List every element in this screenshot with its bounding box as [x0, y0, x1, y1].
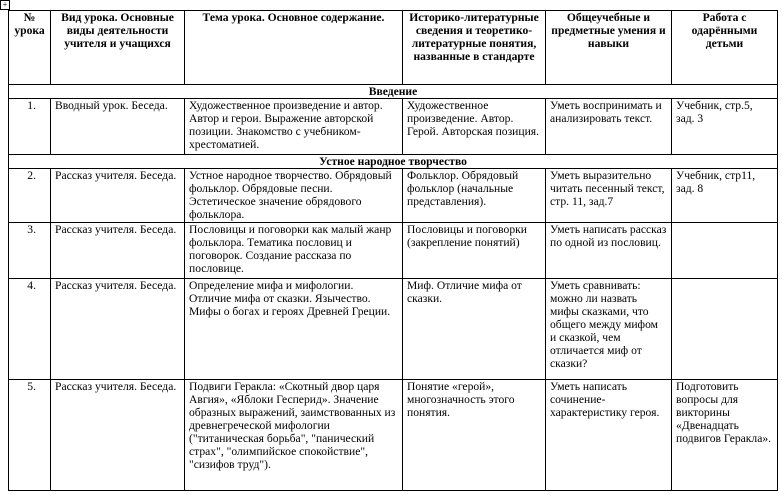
cell-topic: Пословицы и поговорки как малый жанр фольклора. Тематика пословиц и поговорок. Создание рассказа по пословице. [185, 223, 403, 279]
table-row [9, 279, 778, 380]
cell-gifted [672, 223, 778, 279]
cell-number: 4. [9, 279, 51, 380]
table-row [9, 169, 778, 223]
lesson-plan-table [8, 10, 778, 491]
table-row [9, 99, 778, 155]
section-row [9, 155, 778, 169]
header-lesson-topic: Тема урока. Основное содержание. [185, 11, 403, 85]
cell-number: 2. [9, 169, 51, 223]
cell-type: Рассказ учителя. Беседа. [51, 169, 185, 223]
header-lesson-number: № урока [9, 11, 51, 85]
section-row [9, 85, 778, 99]
cell-skills: Уметь воспринимать и анализировать текст. [546, 99, 672, 155]
cell-skills: Уметь сравнивать: можно ли назвать мифы сказками, что общего между мифом и сказкой, чем отличается миф от сказки? [546, 279, 672, 380]
cell-gifted: Учебник, стр.5, зад. 3 [672, 99, 778, 155]
table-row [9, 223, 778, 279]
cell-type: Рассказ учителя. Беседа. [51, 223, 185, 279]
cell-type: Вводный урок. Беседа. [51, 99, 185, 155]
cell-gifted: Подготовить вопросы для викторины «Двенадцать подвигов Геракла». [672, 380, 778, 491]
header-lesson-type: Вид урока. Основные виды деятельности учителя и учащихся [51, 11, 185, 85]
table-move-handle-icon[interactable]: + [0, 0, 10, 10]
cell-number: 5. [9, 380, 51, 491]
cell-gifted: Учебник, стр11, зад. 8 [672, 169, 778, 223]
cell-concepts: Миф. Отличие мифа от сказки. [403, 279, 546, 380]
cell-gifted [672, 279, 778, 380]
cell-concepts: Художественное произведение. Автор. Герой. Авторская позиция. [403, 99, 546, 155]
cell-skills: Уметь написать сочинение-характеристику героя. [546, 380, 672, 491]
cell-concepts: Понятие «герой», многозначность этого понятия. [403, 380, 546, 491]
header-skills: Общеучебные и предметные умения и навыки [546, 11, 672, 85]
cell-skills: Уметь написать рассказ по одной из пословиц. [546, 223, 672, 279]
cell-skills: Уметь выразительно читать песенный текст, стр. 11, зад.7 [546, 169, 672, 223]
table-row [9, 380, 778, 491]
header-gifted-children: Работа с одарёнными детьми [672, 11, 778, 85]
cell-number: 3. [9, 223, 51, 279]
cell-concepts: Пословицы и поговорки (закрепление понятий) [403, 223, 546, 279]
cell-concepts: Фольклор. Обрядовый фольклор (начальные представления). [403, 169, 546, 223]
section-title: Введение [9, 85, 778, 99]
cell-number: 1. [9, 99, 51, 155]
cell-topic: Художественное произведение и автор. Автор и герои. Выражение авторской позиции. Знакомство с учебником-хрестоматией. [185, 99, 403, 155]
section-title: Устное народное творчество [9, 155, 778, 169]
header-literary-concepts: Историко-литературные сведения и теоретико-литературные понятия, названные в стандарте [403, 11, 546, 85]
cell-type: Рассказ учителя. Беседа. [51, 380, 185, 491]
cell-topic: Определение мифа и мифологии. Отличие мифа от сказки. Язычество. Мифы о богах и героях Древней Греции. [185, 279, 403, 380]
cell-topic: Устное народное творчество. Обрядовый фольклор. Обрядовые песни. Эстетическое значение обрядового фольклора. [185, 169, 403, 223]
table-header-row [9, 11, 778, 85]
cell-type: Рассказ учителя. Беседа. [51, 279, 185, 380]
cell-topic: Подвиги Геракла: «Скотный двор царя Авгия», «Яблоки Гесперид». Значение образных выражений, заимствованных из древнегреческой мифологии ("титаническая борьба", "панический страх", "олимпийское спокойствие", "сизифов труд"). [185, 380, 403, 491]
